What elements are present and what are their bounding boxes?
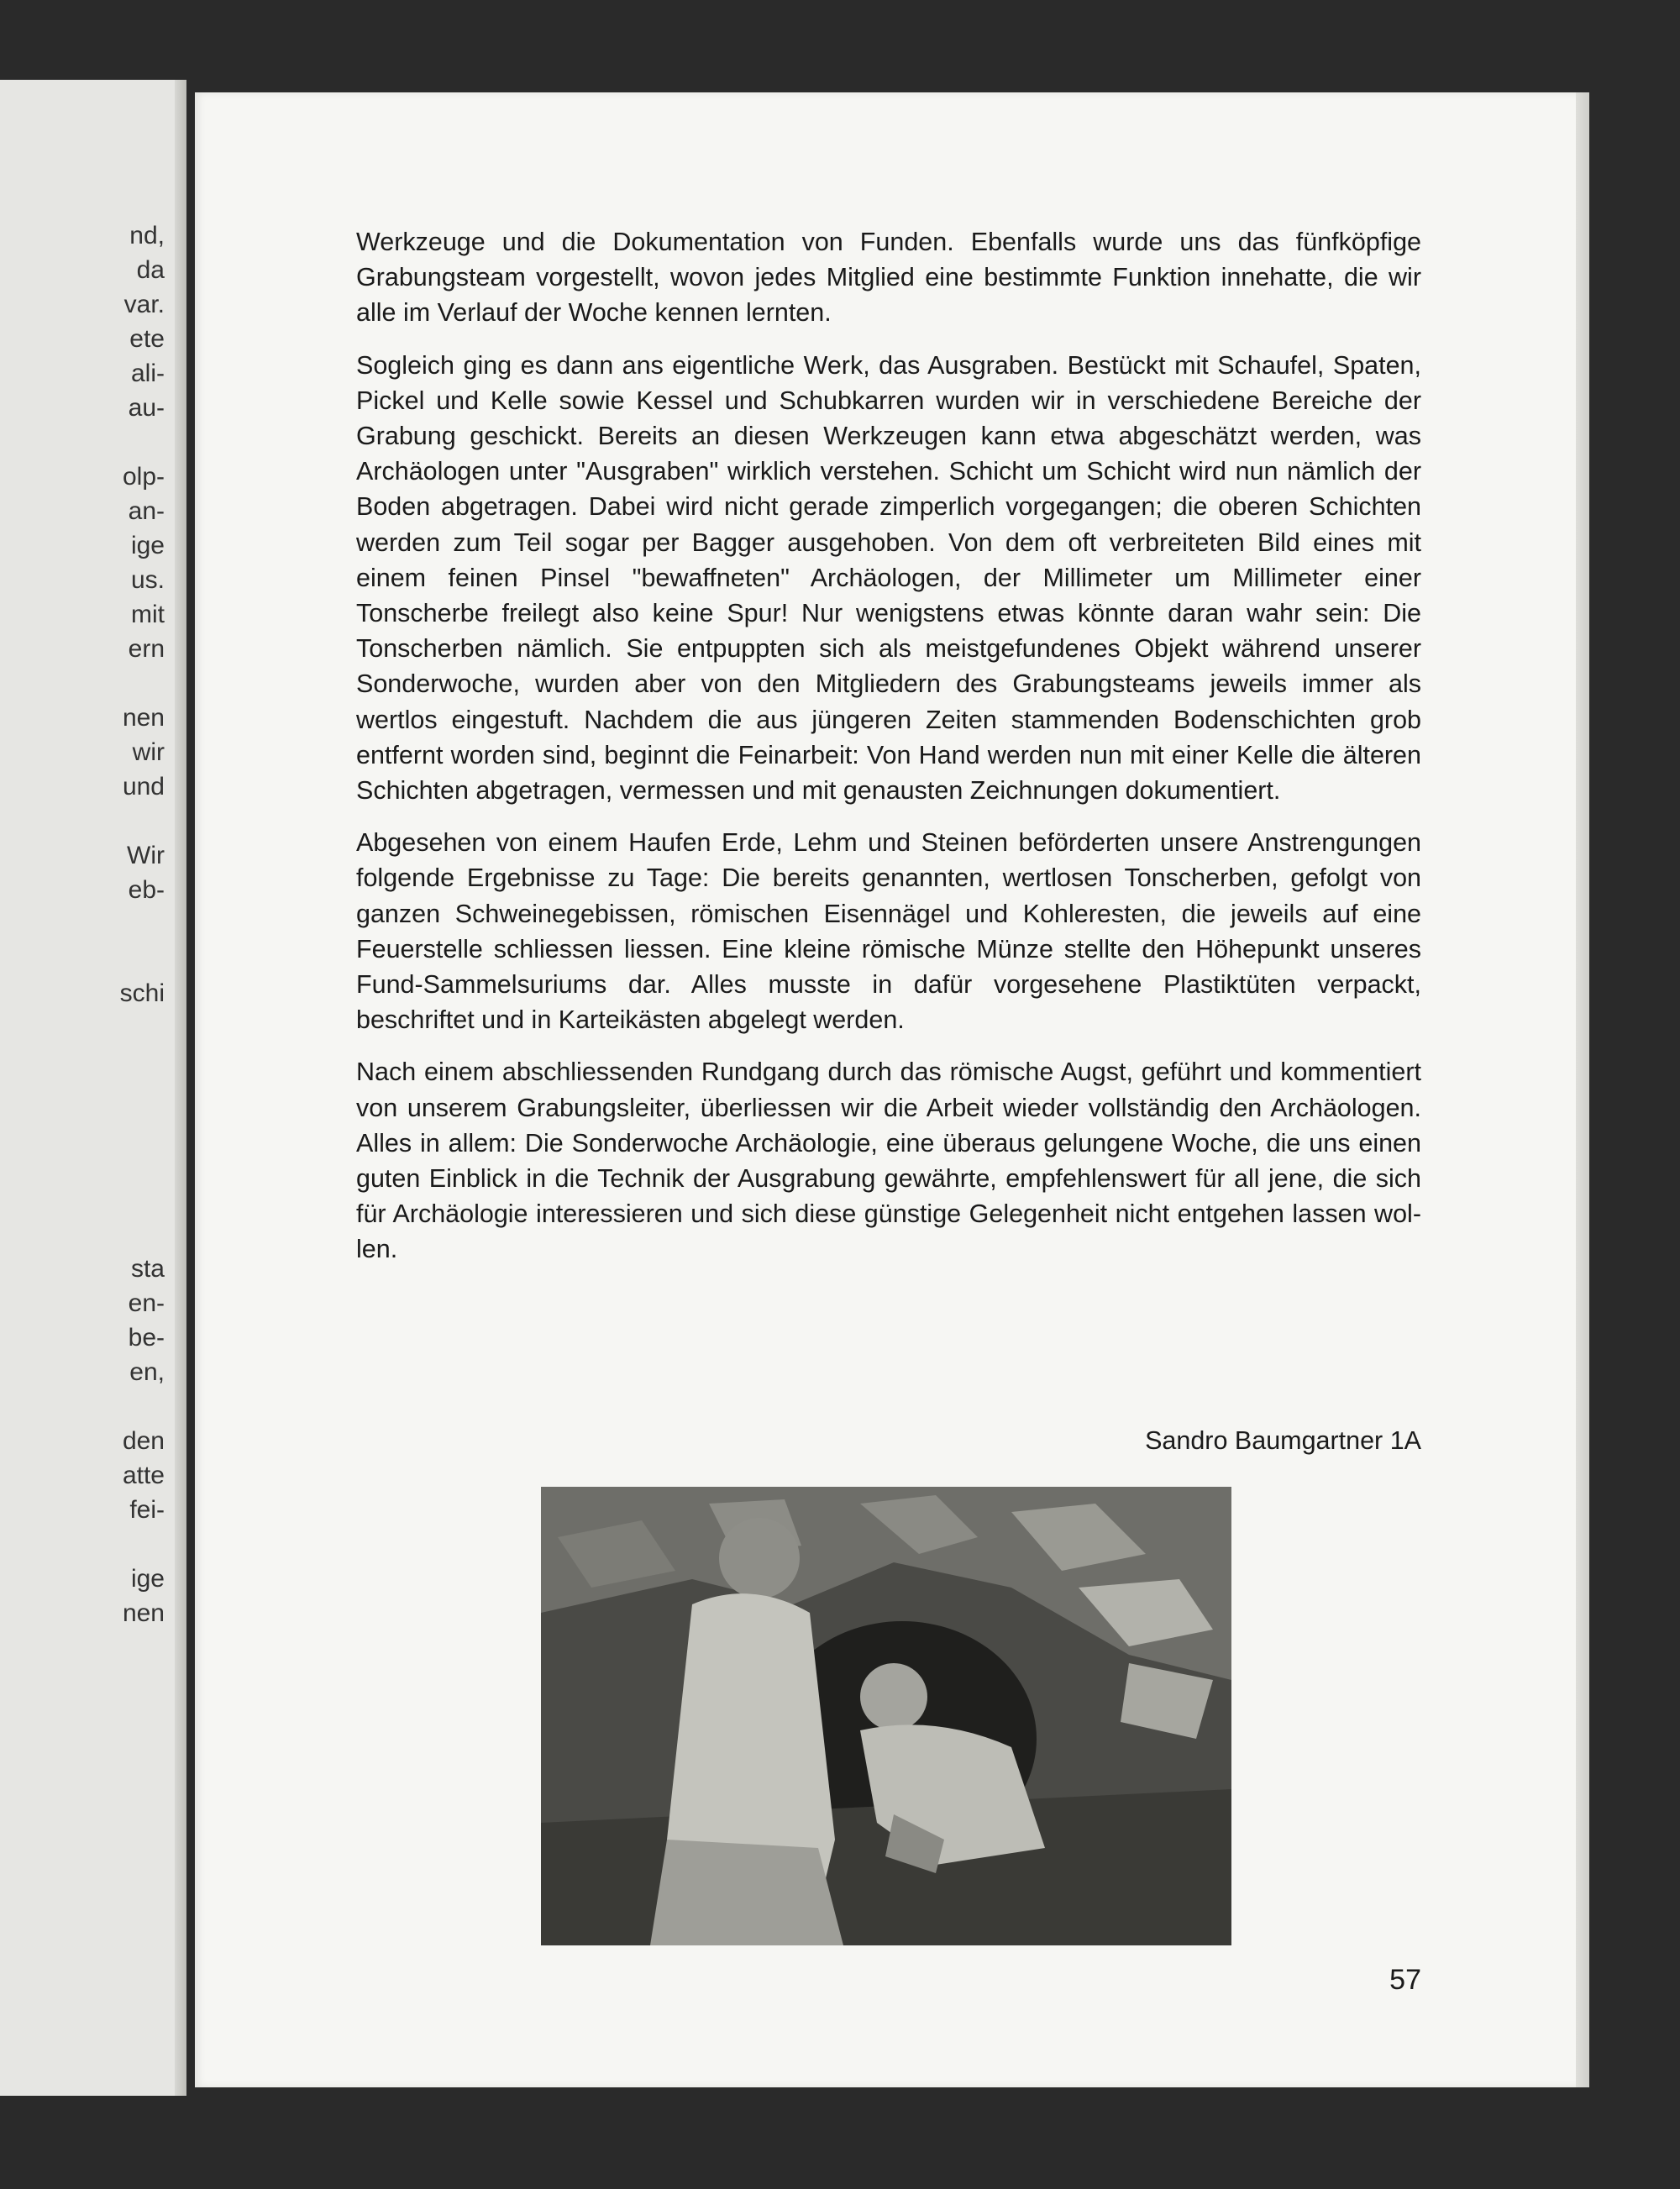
left-page-line: en, — [129, 1358, 165, 1386]
left-page-text-fragments — [0, 218, 165, 1630]
left-page-line: eb- — [128, 876, 165, 904]
author-signature: Sandro Baumgartner 1A — [1145, 1426, 1421, 1455]
left-page-line: mit — [131, 601, 165, 628]
left-page-line — [0, 1045, 165, 1079]
left-page-line: au- — [128, 394, 165, 422]
left-page-line: ige — [130, 532, 165, 559]
left-page-line: sta — [130, 1255, 165, 1283]
left-page-line: nen — [122, 704, 165, 732]
paragraph: Abgesehen von einem Haufen Erde, Lehm und Steinen beförderten unsere Anstrengungen folgende Ergebnisse zu Tage: Die bereits genannten, wertlosen Tonscherben, gefolgt von ganzen Schweinegebissen, römischen Eisennägel und Kohleresten, die jeweils auf eine Feuerstelle schliessen liessen. Eine kleine römische Münze stellte den Höhepunkt unseres Fund-Sammelsuriums dar. Alles musste in dafür vorgesehene Plastiktüten verpackt, beschriftet und in Karteikästen abgelegt werden. — [356, 828, 1421, 1035]
left-page-line — [0, 1183, 165, 1217]
left-page-line — [0, 666, 165, 701]
page-number: 57 — [1389, 1964, 1421, 1996]
paragraph: Werkzeuge und die Dokumentation von Funden. Ebenfalls wurde uns das fünfköpfige Grabungsteam vorgestellt, wovon jedes Mitglied eine bestimmte Funktion innehatte, die wir alle im Verlauf der Woche kennen lernten. — [356, 228, 1421, 328]
left-page-line — [0, 425, 165, 459]
left-page-line: an- — [128, 497, 165, 525]
left-page-line: schi — [119, 979, 165, 1007]
left-page-line: var. — [123, 291, 165, 318]
left-page-line: wir — [132, 738, 165, 766]
left-page-line: atte — [122, 1462, 165, 1489]
left-page-line — [0, 1527, 165, 1562]
left-page-line: us. — [130, 566, 165, 594]
article-body — [356, 224, 1421, 1284]
left-page-line: olp- — [122, 463, 165, 491]
left-page-line — [0, 942, 165, 976]
left-page-line: und — [122, 773, 165, 801]
paragraph: Sogleich ging es dann ans eigentliche Werk, das Ausgraben. Bestückt mit Schaufel, Spaten, Pickel und Kelle sowie Kessel und Schubkarren wurden wir in verschiedene Bereiche der Grabung geschickt. Bereits an diesen Werkzeugen kann etwa abgeschätzt werden, was Archäologen unter "Ausgraben" wirklich verstehen. Schicht um Schicht wird nun nämlich der Boden abgetragen. Dabei wird nicht gerade zimperlich vorgegangen; die oberen Schichten werden zum Teil sogar per Bagger ausgehoben. Von dem oft verbreiteten Bild eines mit einem feinen Pinsel "bewaffneten" Archäologen, der Millimeter um Millimeter einer Tonscherbe freilegt also keine Spur! Nur wenigstens etwas könnte daran wahr sein: Die Tonscherben nämlich. Sie entpuppten sich als meistgefundenes Objekt während unserer Sonderwoche, wurden aber von den Mitgliedern des Grabungsteams jeweils immer als wertlos eingestuft. Nachdem die aus jüngeren Zeiten stammenden Bodenschichten grob entfernt worden sind, beginnt die Feinarbeit: Von Hand werden nun mit einer Kelle die älteren Schichten abgetragen, vermessen und mit genausten Zeichnungen dokumentiert. — [356, 350, 1421, 806]
left-page-line: fei- — [129, 1496, 165, 1524]
left-page-line — [0, 1114, 165, 1148]
left-page-line: ern — [128, 635, 165, 663]
left-page-line — [0, 1217, 165, 1252]
left-page-line: en- — [128, 1289, 165, 1317]
left-page-line — [0, 1011, 165, 1045]
left-page-line: ete — [129, 325, 165, 353]
excavation-photo-illustration — [541, 1487, 1231, 1945]
left-page-line: ige — [130, 1565, 165, 1593]
left-page-line: nd, — [129, 222, 165, 249]
right-page — [195, 92, 1589, 2087]
paragraph: Nach einem abschliessenden Rundgang durch das römische Augst, geführt und kommentiert von unserem Grabungsleiter, überliessen wir die Arbeit wieder vollständig den Archäologen. Alles in allem: Die Sonderwoche Archäologie, eine überaus gelungene Woche, die uns einen guten Einblick in die Technik der Ausgrabung gewährte, empfehlenswert für all jene, die sich für Archäologie interessieren und sich diese günstige Gelegenheit nicht entgehen lassen wollen. — [356, 1058, 1421, 1264]
left-page-line — [0, 1148, 165, 1183]
left-page-line: da — [136, 256, 165, 284]
left-page-line — [0, 804, 165, 838]
left-page-line — [0, 907, 165, 942]
excavation-photo — [541, 1487, 1231, 1945]
left-page-line: nen — [122, 1599, 165, 1627]
left-page-line: Wir — [127, 842, 165, 869]
left-page-edge — [0, 80, 186, 2096]
left-page-gutter — [175, 80, 186, 2096]
left-page-line: be- — [128, 1324, 165, 1352]
left-page-line: ali- — [130, 360, 165, 387]
right-page-edge — [1576, 92, 1589, 2087]
left-page-line: den — [122, 1427, 165, 1455]
left-page-line — [0, 1389, 165, 1424]
left-page-line — [0, 1079, 165, 1114]
